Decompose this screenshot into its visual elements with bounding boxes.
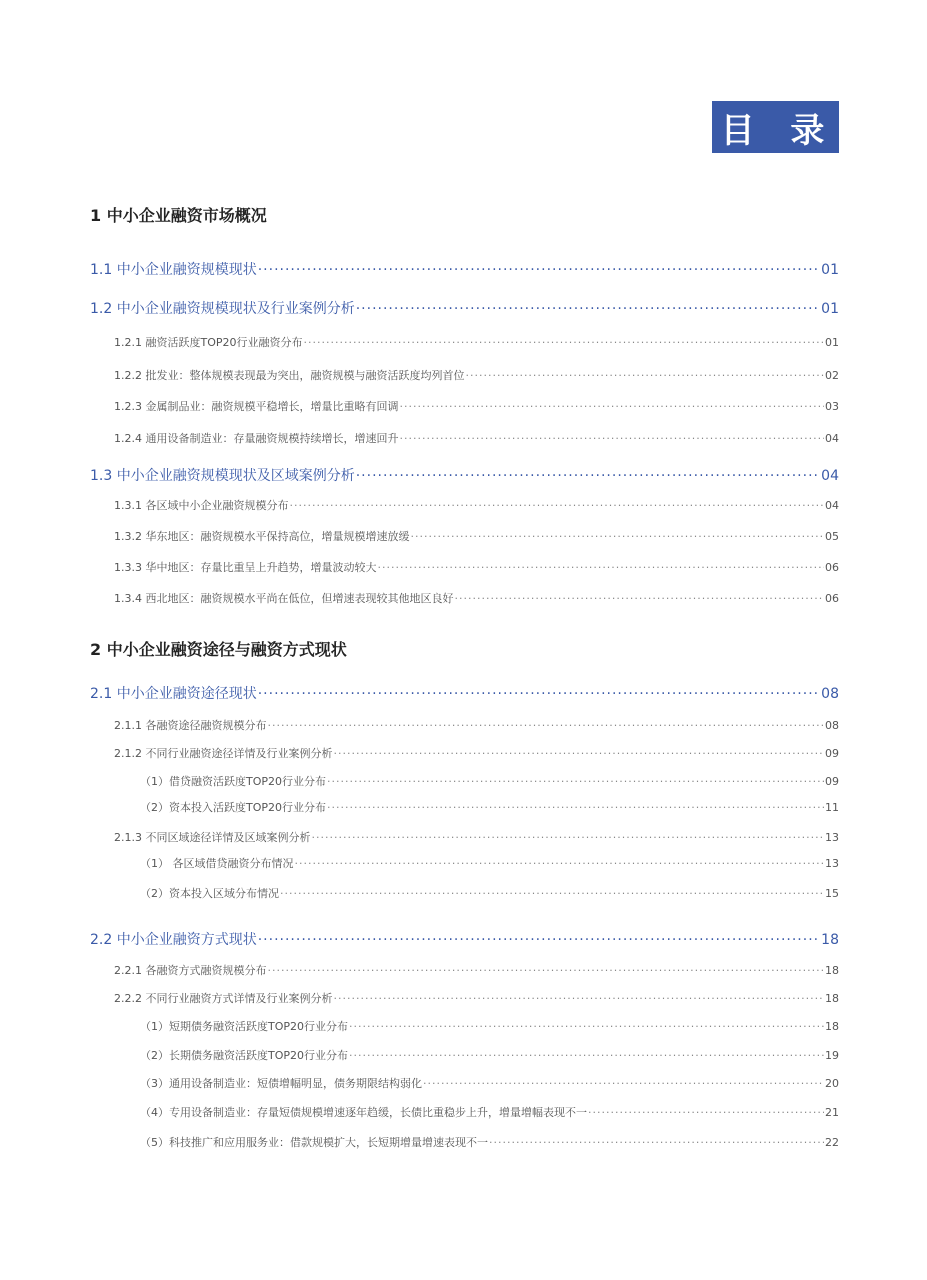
toc-entry-label: 1.2.2 批发业：整体规模表现最为突出，融资规模与融资活跃度均列首位: [114, 369, 465, 382]
toc-entry[interactable]: [90, 683, 839, 703]
toc-entry-label: 2.1 中小企业融资途径现状: [90, 686, 257, 702]
toc-leader-dots: [333, 747, 824, 760]
toc-leader-dots: [311, 831, 824, 844]
toc-entry[interactable]: [140, 1104, 839, 1120]
toc-leader-dots: [295, 857, 825, 870]
toc-page-number: 05: [825, 530, 839, 543]
toc-entry-label: 1.2.3 金属制品业：融资规模平稳增长，增量比重略有回调: [114, 400, 399, 413]
toc-entry[interactable]: [140, 885, 839, 901]
toc-chapter: [90, 637, 347, 660]
toc-entry[interactable]: [114, 430, 839, 446]
toc-leader-dots: [465, 369, 824, 382]
toc-entry-label: 2.1.2 不同行业融资途径详情及行业案例分析: [114, 747, 333, 760]
toc-entry[interactable]: [140, 799, 839, 815]
toc-page-number: 13: [825, 857, 839, 870]
toc-entry-label: 1.3.3 华中地区：存量比重呈上升趋势，增量波动较大: [114, 561, 377, 574]
toc-leader-dots: [258, 932, 820, 948]
toc-leader-dots: [333, 992, 824, 1005]
toc-entry[interactable]: [114, 590, 839, 606]
toc-leader-dots: [399, 432, 824, 445]
toc-entry[interactable]: [114, 334, 839, 350]
toc-entry[interactable]: [140, 1018, 839, 1034]
toc-entry-label: 1.2 中小企业融资规模现状及行业案例分析: [90, 301, 355, 317]
toc-entry-label: 2.2 中小企业融资方式现状: [90, 932, 257, 948]
toc-page-number: 06: [825, 592, 839, 605]
toc-entry[interactable]: [114, 829, 839, 845]
toc-leader-dots: [588, 1106, 824, 1119]
toc-leader-dots: [454, 592, 824, 605]
toc-entry[interactable]: [114, 745, 839, 761]
toc-entry[interactable]: [140, 1075, 839, 1091]
toc-entry[interactable]: [114, 559, 839, 575]
toc-page-number: 03: [825, 400, 839, 413]
toc-leader-dots: [268, 964, 825, 977]
toc-entry[interactable]: [114, 990, 839, 1006]
toc-page-number: 13: [825, 831, 839, 844]
toc-leader-dots: [349, 1049, 824, 1062]
toc-leader-dots: [258, 262, 820, 278]
toc-entry[interactable]: [140, 773, 839, 789]
toc-entry-label: 1.2.1 融资活跃度TOP20行业融资分布: [114, 336, 303, 349]
toc-page-number: 04: [825, 432, 839, 445]
toc-entry[interactable]: [90, 465, 839, 485]
toc-entry-label: （1）短期债务融资活跃度TOP20行业分布: [140, 1020, 349, 1033]
toc-entry[interactable]: [114, 962, 839, 978]
toc-page-number: 04: [821, 468, 839, 484]
toc-page-number: 01: [825, 336, 839, 349]
toc-page-number: 19: [825, 1049, 839, 1062]
toc-entry[interactable]: [114, 367, 839, 383]
toc-page-number: 06: [825, 561, 839, 574]
toc-entry-label: 2.2.2 不同行业融资方式详情及行业案例分析: [114, 992, 333, 1005]
toc-entry-label: （2）长期债务融资活跃度TOP20行业分布: [140, 1049, 349, 1062]
toc-chapter: [90, 203, 267, 226]
toc-leader-dots: [258, 686, 820, 702]
toc-leader-dots: [489, 1136, 824, 1149]
toc-page-number: 02: [825, 369, 839, 382]
toc-entry[interactable]: [90, 929, 839, 949]
toc-page-number: 18: [825, 964, 839, 977]
toc-leader-dots: [327, 801, 824, 814]
toc-page-number: 08: [825, 719, 839, 732]
toc-page-number: 01: [821, 262, 839, 278]
toc-entry-label: 2.2.1 各融资方式融资规模分布: [114, 964, 267, 977]
toc-page-number: 22: [825, 1136, 839, 1149]
page-title: 目 录: [712, 101, 839, 153]
toc-page-number: 09: [825, 747, 839, 760]
toc-page-number: 11: [825, 801, 839, 814]
toc-entry-label: 1.2.4 通用设备制造业：存量融资规模持续增长，增速回升: [114, 432, 399, 445]
toc-leader-dots: [423, 1077, 824, 1090]
toc-leader-dots: [268, 719, 825, 732]
toc-leader-dots: [356, 468, 820, 484]
toc-entry-label: （5）科技推广和应用服务业：借款规模扩大，长短期增量增速表现不一: [140, 1136, 488, 1149]
toc-entry[interactable]: [114, 497, 839, 513]
toc-page-number: 15: [825, 887, 839, 900]
toc-leader-dots: [377, 561, 824, 574]
toc-page-number: 21: [825, 1106, 839, 1119]
toc-entry-label: （3）通用设备制造业：短债增幅明显，债务期限结构弱化: [140, 1077, 422, 1090]
toc-entry-label: 1 中小企业融资市场概况: [90, 206, 267, 225]
toc-entry[interactable]: [114, 717, 839, 733]
toc-entry[interactable]: [90, 259, 839, 279]
toc-leader-dots: [327, 775, 824, 788]
toc-entry-label: 1.1 中小企业融资规模现状: [90, 262, 257, 278]
toc-leader-dots: [349, 1020, 824, 1033]
toc-page-number: 01: [821, 301, 839, 317]
toc-entry[interactable]: [114, 398, 839, 414]
toc-entry-label: 2 中小企业融资途径与融资方式现状: [90, 640, 347, 659]
toc-page-number: 18: [825, 1020, 839, 1033]
toc-entry[interactable]: [90, 298, 839, 318]
toc-leader-dots: [289, 499, 824, 512]
toc-entry-label: （1） 各区域借贷融资分布情况: [140, 857, 294, 870]
toc-entry-label: 1.3.1 各区域中小企业融资规模分布: [114, 499, 289, 512]
toc-page-number: 04: [825, 499, 839, 512]
toc-page-number: 18: [825, 992, 839, 1005]
toc-leader-dots: [280, 887, 824, 900]
toc-leader-dots: [399, 400, 824, 413]
toc-page-number: 08: [821, 686, 839, 702]
toc-entry[interactable]: [140, 1047, 839, 1063]
toc-entry-label: 2.1.1 各融资途径融资规模分布: [114, 719, 267, 732]
toc-entry-label: （1）借贷融资活跃度TOP20行业分布: [140, 775, 327, 788]
toc-entry-label: 1.3.2 华东地区：融资规模水平保持高位，增量规模增速放缓: [114, 530, 410, 543]
toc-page-number: 18: [821, 932, 839, 948]
toc-page-number: 20: [825, 1077, 839, 1090]
toc-entry-label: （2）资本投入区域分布情况: [140, 887, 279, 900]
toc-page-number: 09: [825, 775, 839, 788]
toc-entry-label: 1.3 中小企业融资规模现状及区域案例分析: [90, 468, 355, 484]
toc-entry[interactable]: [140, 1134, 839, 1150]
toc-leader-dots: [356, 301, 820, 317]
toc-entry-label: 2.1.3 不同区域途径详情及区域案例分析: [114, 831, 311, 844]
toc-entry[interactable]: [114, 528, 839, 544]
toc-leader-dots: [410, 530, 824, 543]
toc-entry[interactable]: [140, 855, 839, 871]
toc-leader-dots: [304, 336, 825, 349]
toc-entry-label: 1.3.4 西北地区：融资规模水平尚在低位，但增速表现较其他地区良好: [114, 592, 454, 605]
toc-entry-label: （2）资本投入活跃度TOP20行业分布: [140, 801, 327, 814]
toc-entry-label: （4）专用设备制造业：存量短债规模增速逐年趋缓，长债比重稳步上升，增量增幅表现不一: [140, 1106, 587, 1119]
